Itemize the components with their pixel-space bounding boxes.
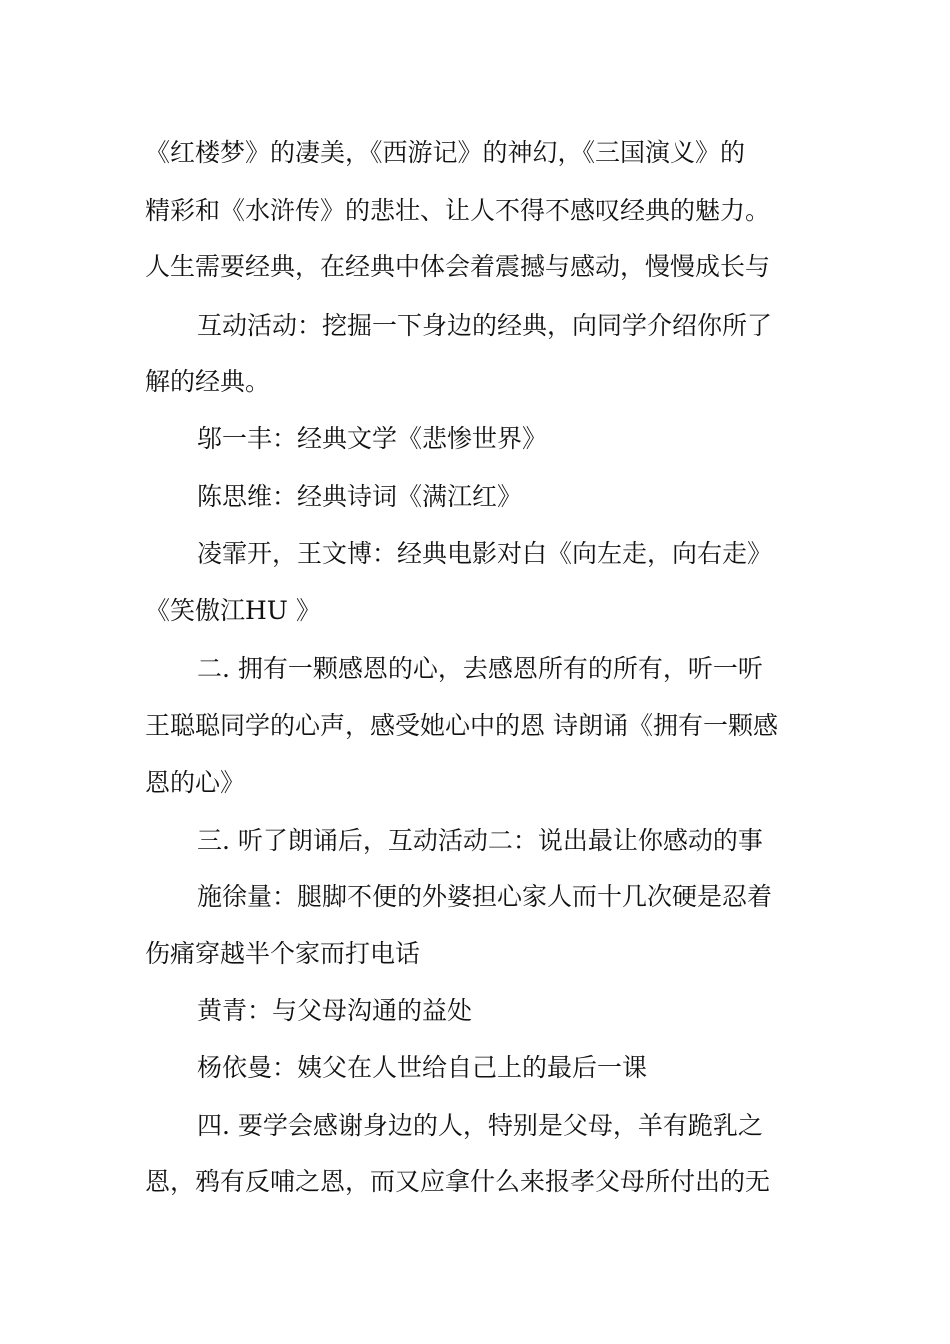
text-line-14: 施徐量：腿脚不便的外婆担心家人而十几次硬是忍着: [197, 882, 773, 911]
text-line-18: 四. 要学会感谢身边的人，特别是父母，羊有跪乳之: [197, 1111, 763, 1140]
text-line-9: 《笑傲江HU 》: [145, 596, 321, 625]
text-line-6: 邬一丰：经典文学《悲惨世界》: [197, 424, 548, 453]
text-line-5: 解的经典。: [145, 367, 271, 396]
text-line-15: 伤痛穿越半个家而打电话: [145, 939, 421, 968]
text-line-7: 陈思维：经典诗词《满江红》: [197, 482, 523, 511]
text-line-13: 三. 听了朗诵后，互动活动二：说出最让你感动的事: [197, 826, 763, 855]
text-line-8: 凌霏开，王文博：经典电影对白《向左走，向右走》: [197, 539, 773, 568]
text-line-4: 互动活动：挖掘一下身边的经典，向同学介绍你所了: [197, 311, 773, 340]
text-line-12: 恩的心》: [145, 768, 246, 797]
text-line-2: 精彩和《水浒传》的悲壮、让人不得不感叹经典的魅力。: [145, 196, 771, 225]
text-line-16: 黄青：与父母沟通的益处: [197, 996, 473, 1025]
text-line-11: 王聪聪同学的心声，感受她心中的恩 诗朗诵《拥有一颗感: [145, 711, 778, 740]
text-line-3: 人生需要经典，在经典中体会着震撼与感动，慢慢成长与: [145, 252, 771, 281]
text-line-17: 杨依曼：姨父在人世给自己上的最后一课: [197, 1053, 648, 1082]
text-line-1: 《红楼梦》的凄美，《西游记》的神幻，《三国演义》的: [145, 138, 746, 167]
text-line-19: 恩，鸦有反哺之恩，而又应拿什么来报孝父母所付出的无: [145, 1167, 771, 1196]
text-line-10: 二. 拥有一颗感恩的心，去感恩所有的所有，听一听: [197, 654, 763, 683]
